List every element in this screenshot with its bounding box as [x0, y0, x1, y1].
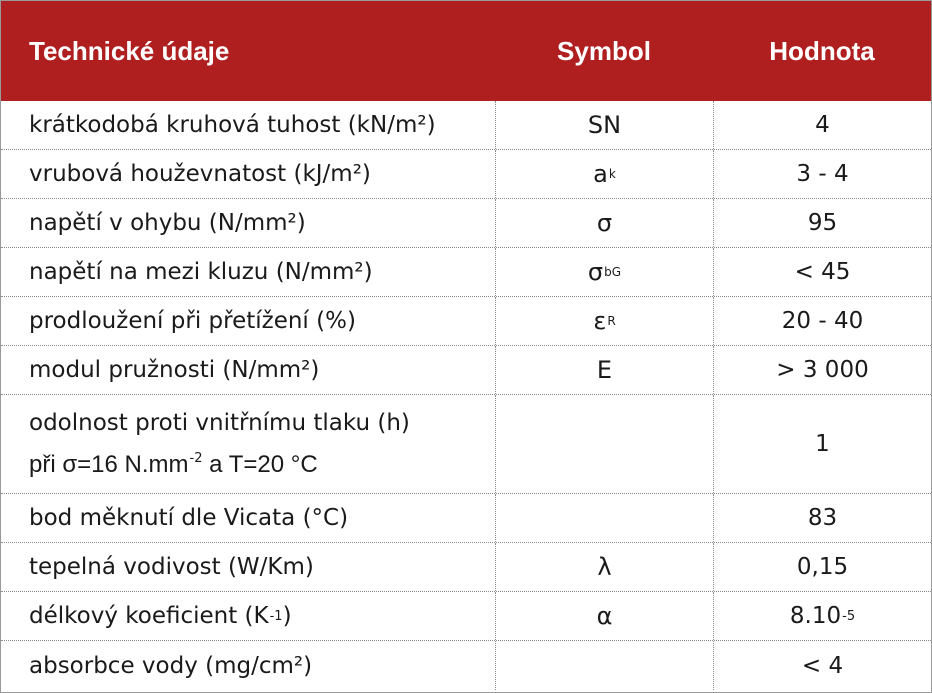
- row-value: 1: [713, 395, 931, 493]
- table-row: [1, 101, 931, 150]
- table-row: [1, 297, 931, 346]
- row-value: 20 - 40: [713, 297, 931, 345]
- table-header: [1, 1, 931, 101]
- row-parameter: vrubová houževnatost (kJ/m²): [29, 161, 371, 187]
- row-parameter: [1, 395, 495, 493]
- table-row: [1, 199, 931, 248]
- row-symbol: σ bG: [495, 248, 713, 296]
- row-symbol: λ: [495, 543, 713, 591]
- header-symbol: Symbol: [557, 35, 651, 66]
- row-parameter: absorbce vody (mg/cm²): [29, 652, 313, 679]
- row-parameter: napětí v ohybu (N/mm²): [29, 210, 306, 236]
- table-row: [1, 592, 931, 641]
- row-symbol: [495, 494, 713, 542]
- table-row: [1, 543, 931, 592]
- row-value: 95: [713, 199, 931, 247]
- table-row: [1, 641, 931, 690]
- row-symbol: [495, 641, 713, 690]
- row-symbol: [495, 395, 713, 493]
- table-row: [1, 248, 931, 297]
- table-row: [1, 494, 931, 543]
- row-parameter: krátkodobá kruhová tuhost (kN/m²): [29, 112, 436, 138]
- row-parameter: tepelná vodivost (W/Km): [29, 554, 314, 580]
- table-row: [1, 150, 931, 199]
- row-parameter: délkový koeficient (K -1 ): [29, 603, 292, 629]
- row-value: < 4: [713, 641, 931, 690]
- row-parameter-line2: při σ=16 $N.mm^{-2}$ a T=20 °C: [29, 451, 318, 478]
- row-value: 8.10 -5: [713, 592, 931, 640]
- row-symbol: σ: [495, 199, 713, 247]
- row-parameter: bod měknutí dle Vicata (°C): [29, 505, 349, 531]
- row-value: 4: [713, 101, 931, 149]
- row-parameter-line1: odolnost proti vnitřnímu tlaku (h): [29, 410, 410, 436]
- row-parameter: napětí na mezi kluzu (N/mm²): [29, 259, 373, 285]
- row-symbol: SN: [495, 101, 713, 149]
- table-row: [1, 346, 931, 395]
- row-value: 0,15: [713, 543, 931, 591]
- row-value: > 3 000: [713, 346, 931, 394]
- row-symbol: E: [495, 346, 713, 394]
- table-row: [1, 395, 931, 494]
- row-value: 83: [713, 494, 931, 542]
- row-parameter: modul pružnosti (N/mm²): [29, 357, 320, 383]
- row-symbol: α: [495, 592, 713, 640]
- row-symbol: a k: [495, 150, 713, 198]
- row-value: < 45: [713, 248, 931, 296]
- row-value: 3 - 4: [713, 150, 931, 198]
- row-parameter: prodloužení při přetížení (%): [29, 308, 356, 334]
- row-symbol: ε R: [495, 297, 713, 345]
- header-parameter: Technické údaje: [29, 35, 230, 66]
- header-value: Hodnota: [769, 35, 875, 66]
